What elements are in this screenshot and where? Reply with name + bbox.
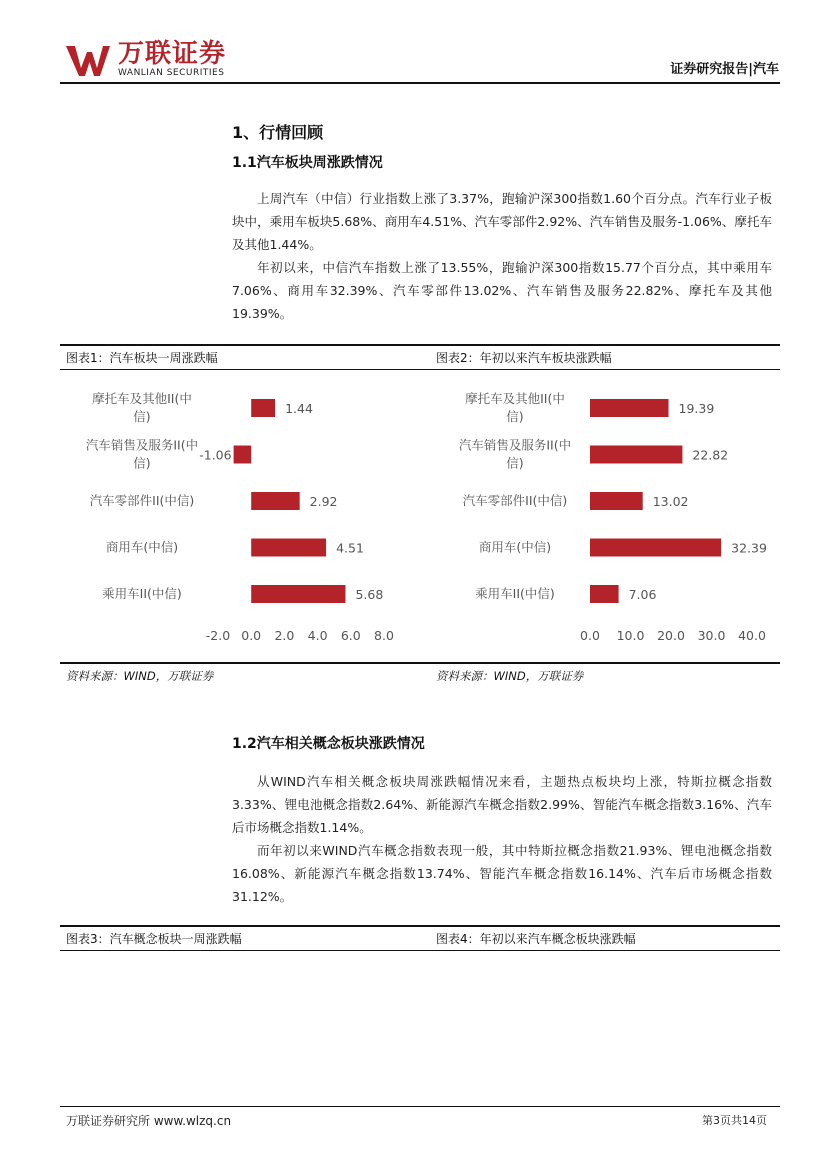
- bar: [251, 585, 345, 603]
- category-label: 乘用车II(中信): [102, 586, 182, 601]
- data-label: 13.02: [652, 494, 689, 509]
- footer-divider: [60, 1106, 780, 1107]
- chart-ytd-change: [420, 372, 780, 658]
- subsection-title: 1.2汽车相关概念板块涨跌情况: [232, 736, 425, 752]
- data-label: 2.92: [309, 494, 338, 509]
- figure-title: 图表2：年初以来汽车板块涨跌幅: [436, 351, 612, 365]
- tick-label: 30.0: [697, 628, 726, 643]
- bar: [590, 585, 619, 603]
- figure-title: 图表1：汽车板块一周涨跌幅: [66, 351, 218, 365]
- tick-label: 2.0: [274, 628, 295, 643]
- logo-text: 万联证券: [118, 39, 227, 69]
- subsection-title: 1.1汽车板块周涨跌情况: [232, 155, 383, 171]
- category-label: 汽车销售及服务II(中信): [85, 437, 199, 471]
- data-label: 4.51: [336, 540, 364, 556]
- footer-institute: 万联证券研究所 www.wlzq.cn: [66, 1114, 232, 1128]
- paragraph: 而年初以来WIND汽车概念指数表现一般，其中特斯拉概念指数21.93%、锂电池概念指数16.08%、新能源汽车概念指数13.74%、智能汽车概念指数16.14%、汽车后市场概念指数31.12%。: [232, 843, 772, 904]
- tick-label: 6.0: [340, 628, 361, 643]
- chart-weekly-change: [60, 372, 420, 658]
- data-label: 19.39: [678, 401, 715, 416]
- data-label: 7.06: [628, 587, 657, 602]
- figure-title: 图表4：年初以来汽车概念板块涨跌幅: [436, 932, 636, 946]
- category-label: 摩托车及其他II(中信): [92, 391, 192, 424]
- figure-top-rule: [60, 925, 780, 927]
- tick-label: 10.0: [616, 628, 645, 643]
- header-divider: [60, 82, 780, 84]
- data-label: 1.44: [285, 401, 313, 416]
- category-label: 摩托车及其他II(中信): [465, 391, 565, 424]
- bar: [251, 539, 326, 557]
- figure-source: 资料来源：WIND，万联证券: [436, 669, 584, 683]
- page-number: 第3页共14页: [702, 1114, 767, 1127]
- bar: [590, 539, 721, 557]
- category-label: 汽车销售及服务II(中信): [458, 437, 572, 471]
- figure-source: 资料来源：WIND，万联证券: [66, 669, 214, 683]
- report-type-label: 证券研究报告|汽车: [670, 62, 779, 77]
- bar: [590, 492, 643, 510]
- tick-label: 4.0: [307, 628, 328, 643]
- bar: [251, 492, 299, 510]
- data-label: 22.82: [692, 447, 729, 463]
- category-label: 汽车零部件II(中信): [462, 493, 568, 508]
- tick-label: 0.0: [241, 628, 262, 643]
- bar: [251, 399, 275, 417]
- figure-bottom-rule: [60, 662, 780, 664]
- tick-label: 40.0: [738, 628, 766, 643]
- paragraph: 上周汽车（中信）行业指数上涨了3.37%，跑输沪深300指数1.60个百分点。汽车行业子板块中，乘用车板块5.68%、商用车4.51%、汽车零部件2.92%、汽车销售及服务-1.06%、摩托车及其他1.44%。: [232, 191, 772, 252]
- figure-title: 图表3：汽车概念板块一周涨跌幅: [66, 932, 242, 946]
- section-title: 1、行情回顾: [232, 123, 324, 142]
- tick-label: -2.0: [205, 628, 231, 643]
- category-label: 汽车零部件II(中信): [89, 493, 195, 508]
- paragraph: 从WIND汽车相关概念板块周涨跌幅情况来看，主题热点板块均上涨，特斯拉概念指数3.33%、锂电池概念指数2.64%、新能源汽车概念指数2.99%、智能汽车概念指数3.16%、汽车后市场概念指数1.14%。: [232, 774, 772, 835]
- bar: [590, 399, 669, 417]
- tick-label: 8.0: [374, 628, 394, 643]
- data-label: 5.68: [355, 587, 384, 602]
- bar: [234, 446, 252, 464]
- bar: [590, 446, 682, 464]
- category-label: 商用车(中信): [478, 539, 552, 555]
- logo-mark: [66, 44, 110, 78]
- category-label: 乘用车II(中信): [475, 586, 555, 601]
- figure-title-rule: [60, 950, 780, 951]
- logo-english-text: WANLIAN SECURITIES: [118, 68, 225, 78]
- category-label: 商用车(中信): [105, 539, 179, 555]
- tick-label: 20.0: [657, 628, 685, 643]
- figure-top-rule: [60, 344, 780, 346]
- data-label: 32.39: [731, 540, 767, 556]
- figure-title-rule: [60, 369, 780, 370]
- paragraph: 年初以来，中信汽车指数上涨了13.55%，跑输沪深300指数15.77个百分点，其中乘用车7.06%、商用车32.39%、汽车零部件13.02%、汽车销售及服务22.82%、摩托车及其他19.39%。: [232, 260, 772, 321]
- tick-label: 0.0: [580, 628, 600, 643]
- data-label: -1.06: [199, 447, 232, 463]
